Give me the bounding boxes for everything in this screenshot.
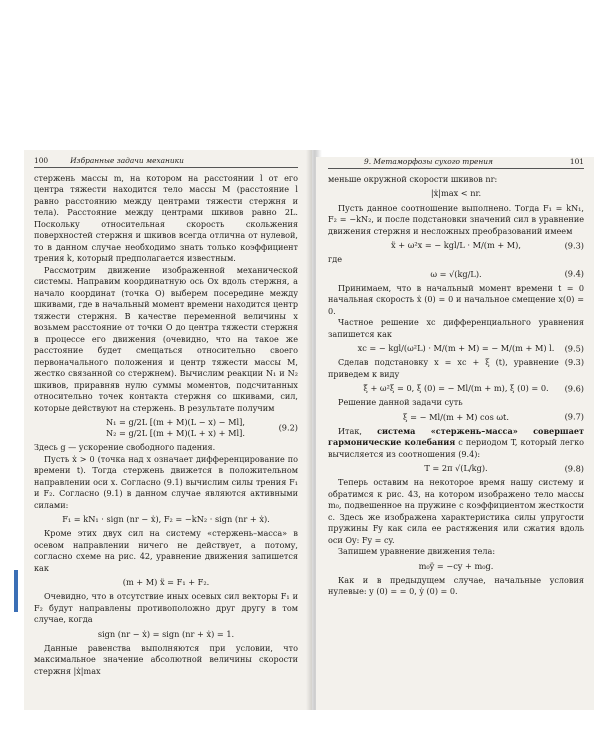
equation-9-2 (34, 417, 298, 439)
equation-body-motion: m₀ÿ = −cy + m₀g. (418, 560, 494, 571)
equation-9-8-number: (9.8) (564, 463, 584, 474)
right-paragraph-7 (328, 426, 584, 460)
equation-9-6-body: ξ̈ + ω²ξ = 0, ξ (0) = − Ml/(m + m), ξ̇ (0) = 0. (363, 383, 549, 394)
equation-9-3 (328, 240, 584, 251)
margin-marker (14, 570, 18, 612)
equation-9-4-body: ω = √(kg/L). (430, 268, 482, 279)
equation-9-4 (328, 269, 584, 280)
equation-9-3-body: ẍ + ω²x = − kgl/L · M/(m + M), (391, 240, 521, 250)
left-page (24, 150, 312, 710)
harmonic-oscillation-statement: система «стержень–масса» совершает гармонические колебания (328, 425, 584, 448)
equation-max-speed: |ẋ|max < nr. (430, 188, 482, 199)
left-paragraph-1: стержень массы m, на котором на расстоянии l от его центра тяжести находится тело массы M (расстояние l равно расстоянию между центрами тяжести стержня и тела). Расстояние между центрами шкивов равно 2L. Поскольку относительная скорость скольжения поверхностей стержня и шкивов всегда отлична от нулевой, то в данном случае необходимо знать только коэффициент трения k, который предполагается известным. (34, 173, 298, 264)
left-paragraph-5: Кроме этих двух сил на систему «стержень–масса» в осевом направлении ничего не действует, а потому, согласно схеме на рис. 42, уравнение движения запишется как (34, 528, 298, 573)
left-paragraph-4: Пусть ẋ > 0 (точка над x означает дифференцирование по времени t). Тогда стержень движется в положительном направлении оси x. Согласно (9.1) вычислим силы трения F₁ и F₂. Согласно (9.1) в данном случае являются активными силами: (34, 453, 298, 510)
right-paragraph-10: Как и в предыдущем случае, начальные условия нулевые: y (0) = = 0, ẏ (0) = 0. (328, 574, 584, 597)
equation-9-5-body: xc = − kgl/(ω²L) · M/(m + M) = − M/(m + M) l. (357, 343, 555, 354)
right-paragraph-6: Решение данной задачи суть (338, 397, 463, 408)
right-paragraph-7-end: с периодом T, который легко вычисляется из соотношения (9.4): (328, 437, 585, 459)
right-paragraph-4: Частное решение xc дифференциального уравнения запишется как (328, 317, 584, 339)
equation-9-7 (328, 412, 584, 423)
equation-9-8 (328, 463, 584, 474)
equation-9-8-body: T = 2π √(L/kg). (424, 463, 488, 474)
right-paragraph-9: Запишем уравнение движения тела: (338, 546, 496, 557)
left-running-title: Избранные задачи механики (70, 156, 184, 165)
right-running-head (328, 157, 584, 169)
right-running-title: 9. Метаморфозы сухого трения (364, 157, 493, 166)
equation-9-5-number: (9.5) (564, 343, 584, 354)
left-running-head (34, 156, 298, 168)
equation-9-2-number: (9.2) (278, 422, 298, 433)
left-page-number: 100 (34, 156, 49, 165)
right-paragraph-1: меньше окружной скорости шкивов nr: (328, 174, 498, 184)
equation-9-6-number: (9.6) (564, 383, 584, 394)
right-page (316, 157, 594, 710)
equation-9-3-number: (9.3) (564, 240, 584, 250)
where-label: где (328, 254, 343, 265)
left-paragraph-7: Данные равенства выполняются при условии, что максимальное значение абсолютной величины скорости стержня |ẋ|max (34, 642, 298, 676)
left-paragraph-2: Рассмотрим движение изображенной механической системы. Направим координатную ось Ox вдоль стержня, а начало координат (точка O) выберем посередине между шкивами, где в начальный момент времени находится центр тяжести стержня. В качестве переменной величины x возьмем расстояние от точки O до центра тяжести стержня в процессе его движения (очевидно, что на такое же расстояние будет смещаться относительно своего первоначального положения и центр тяжести массы M, жестко связанной со стержнем). Вычислим реакции N₁ и N₂ шкивов, приравняв нулю суммы моментов, подсчитанных относительно точек контакта стержня со шкивами, сил, которые действуют на стержень. В результате получим (34, 264, 298, 413)
right-paragraph-5: Сделав подстановку x = xc + ξ (t), уравнение (9.3) приведем к виду (328, 357, 584, 379)
equation-9-5 (328, 343, 584, 354)
right-page-number: 101 (569, 157, 584, 166)
right-paragraph-7-start: Итак, (338, 425, 378, 436)
right-paragraph-2: Пусть данное соотношение выполнено. Тогда F₁ = kN₁, F₂ = −kN₂, и после подстановки значений сил в уравнение движения стержня и несложных преобразований имеем (328, 202, 584, 236)
equation-9-7-number: (9.7) (564, 411, 584, 422)
equation-9-2-line-2: N₂ = g/2L [(m + M)(L + x) + Ml]. (106, 428, 245, 439)
right-paragraph-8: Теперь оставим на некоторое время нашу систему и обратимся к рис. 43, на котором изображено тело массы m₀, подвешенное на пружине с коэффициентом жесткости c. Здесь же изображена характеристика силы упругости пружины Fy как сила ее растяжения или сжатия вдоль оси Oy: Fy = cy. (328, 477, 584, 545)
equation-9-4-number: (9.4) (564, 268, 584, 279)
equation-9-2-line-1: N₁ = g/2L [(m + M)(L − x) − Ml], (106, 417, 245, 428)
right-paragraph-3: Принимаем, что в начальный момент времени t = 0 начальная скорость ẋ (0) = 0 и начальное смещение x(0) = 0. (328, 282, 584, 316)
equation-9-7-body: ξ = − Ml/(m + M) cos ωt. (403, 411, 509, 422)
left-paragraph-6: Очевидно, что в отсутствие иных осевых сил векторы F₁ и F₂ будут направлены противоположно друг другу в том случае, когда (34, 591, 298, 625)
equation-motion: (m + M) ẍ = F₁ + F₂. (122, 577, 210, 588)
equation-sign: sign (nr − ẋ) = sign (nr + ẋ) = 1. (97, 628, 235, 639)
equation-friction-forces: F₁ = kN₁ · sign (nr − ẋ), F₂ = −kN₂ · sign (nr + ẋ). (62, 514, 270, 525)
equation-9-6 (328, 383, 584, 394)
left-paragraph-3: Здесь g — ускорение свободного падения. (34, 442, 216, 453)
